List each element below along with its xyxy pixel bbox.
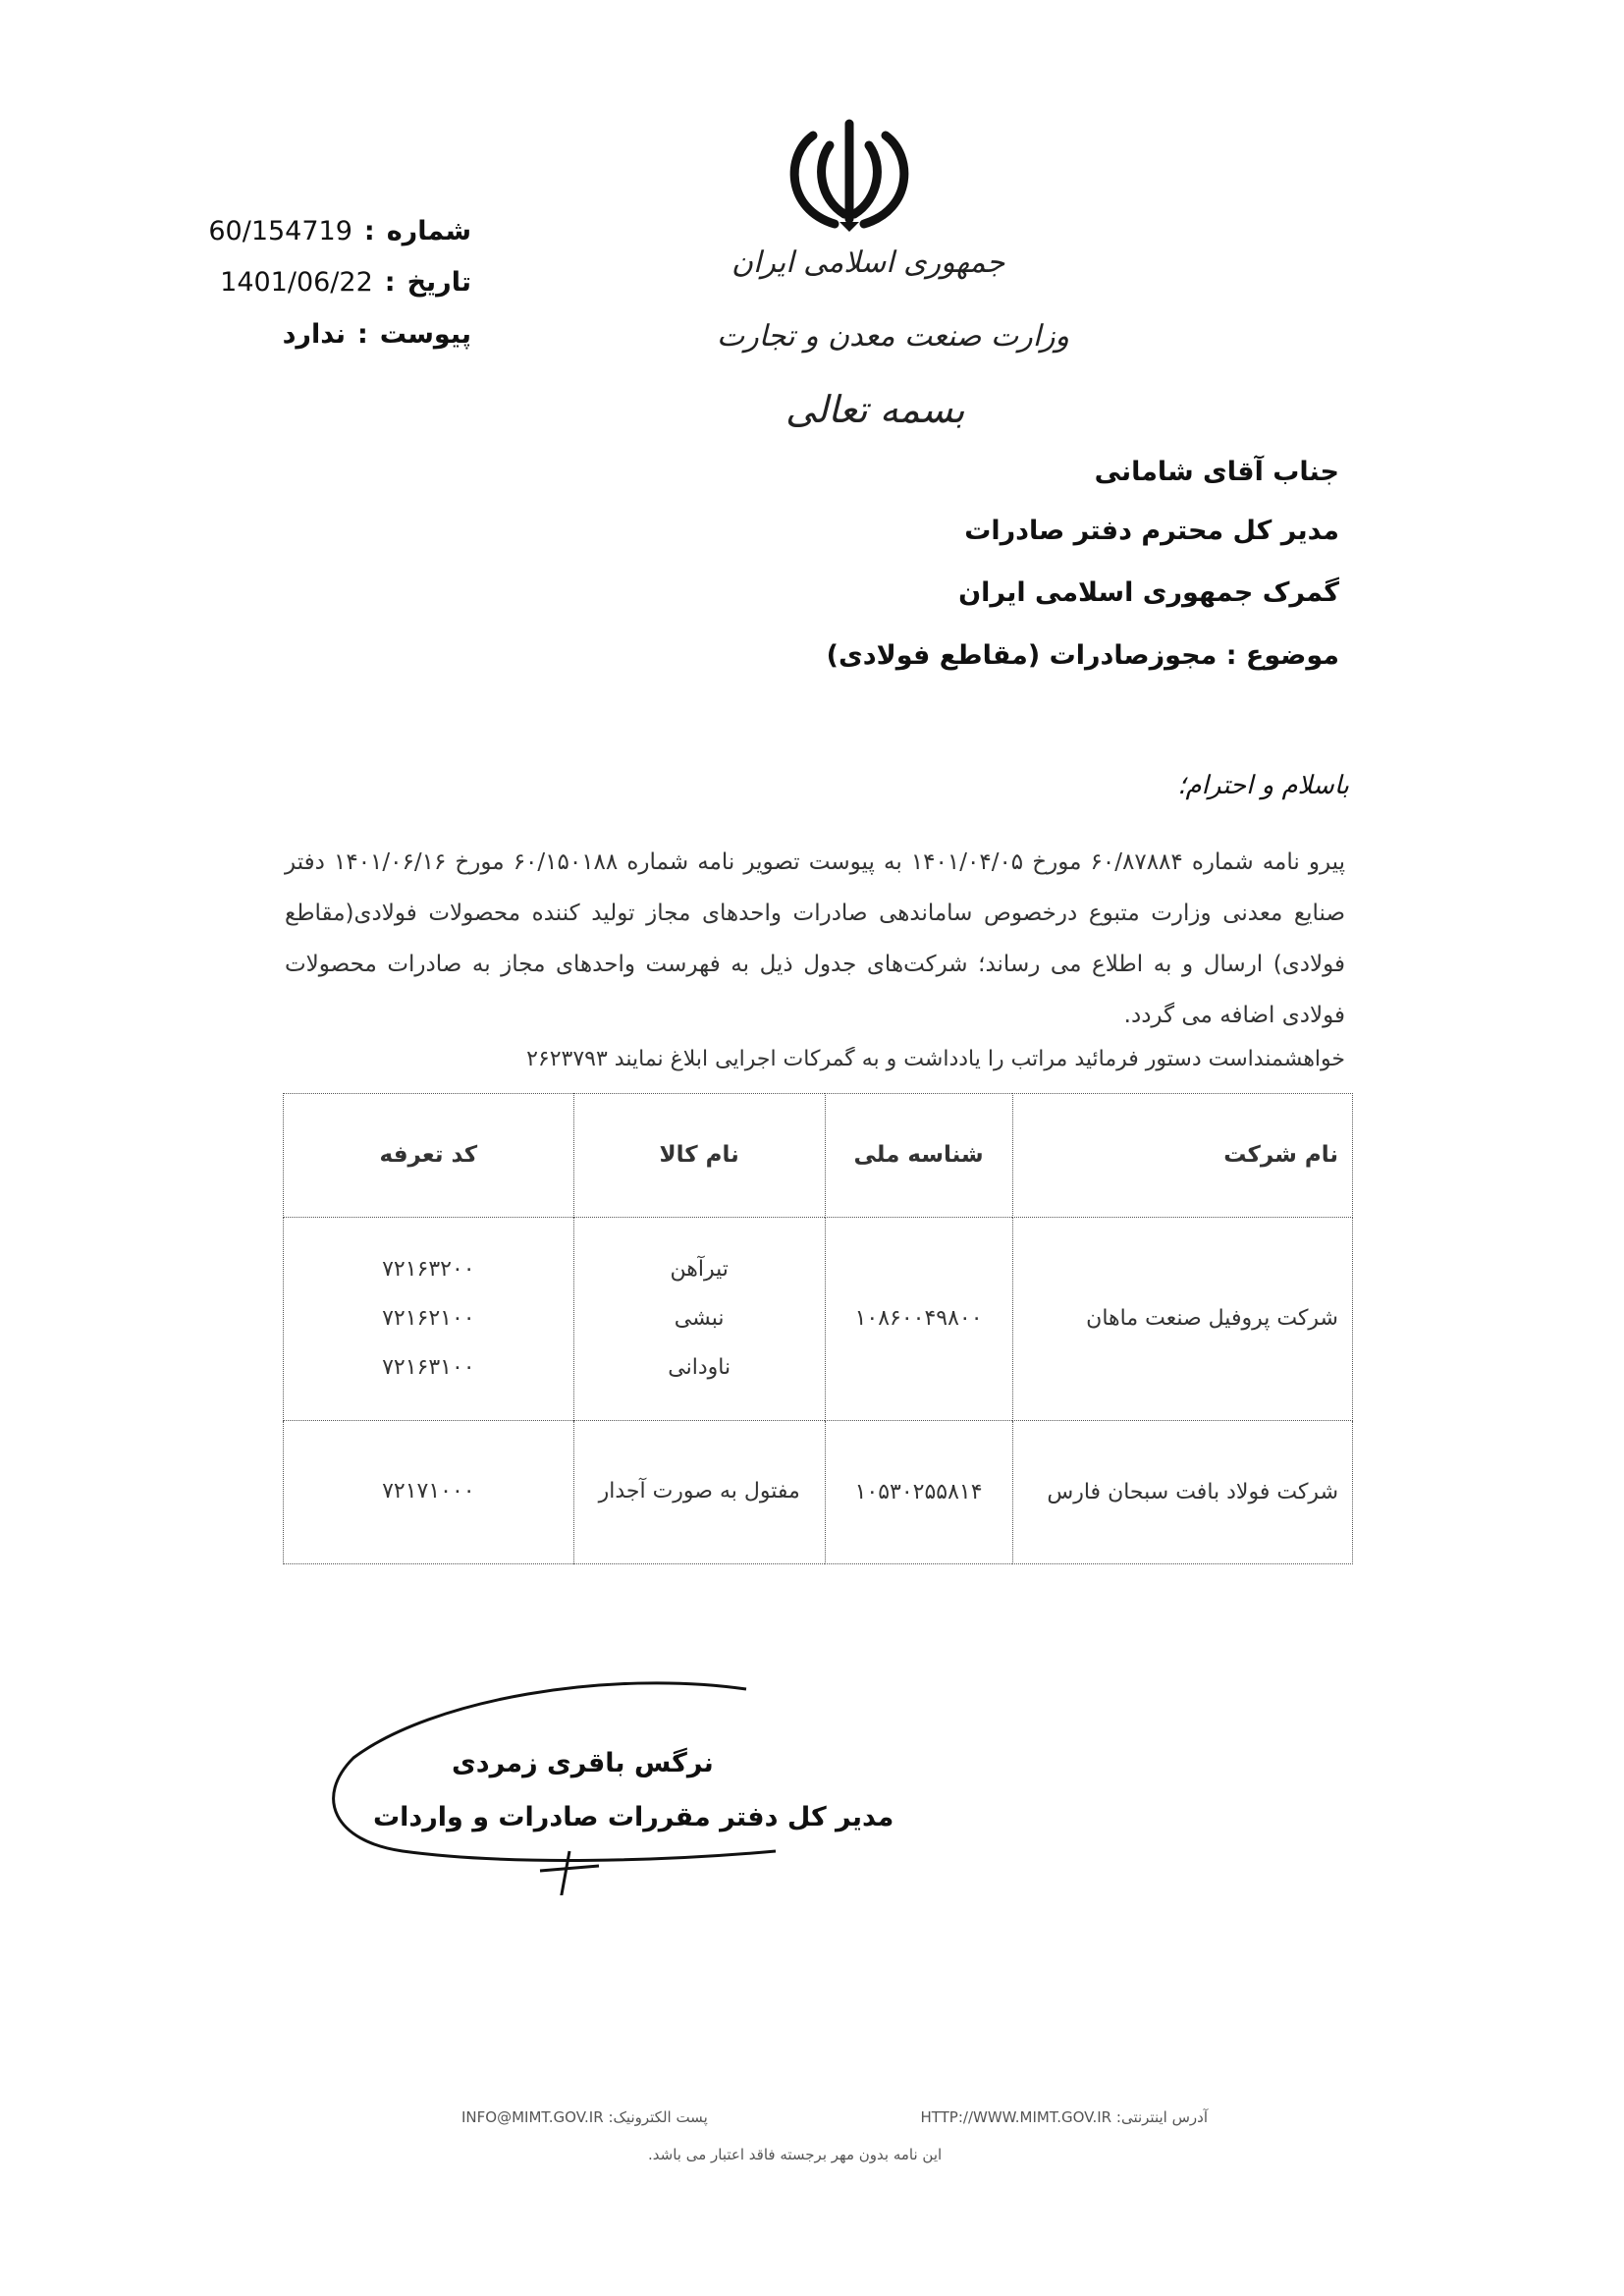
letter-date-value: 1401/06/22 bbox=[220, 267, 373, 298]
export-companies-table bbox=[283, 1093, 1353, 1564]
iran-emblem-icon bbox=[776, 116, 923, 234]
table-row bbox=[284, 1420, 1353, 1563]
footer-website-url[interactable]: HTTP://WWW.MIMT.GOV.IR bbox=[920, 2108, 1112, 2126]
cell-tariff bbox=[284, 1217, 574, 1420]
signer-title: مدیر کل دفتر مقررات صادرات و واردات bbox=[373, 1802, 894, 1832]
tariff-item: ۷۲۱۶۳۱۰۰ bbox=[382, 1354, 475, 1380]
letter-subject: موضوع : مجوزصادرات (مقاطع فولادی) bbox=[826, 640, 1339, 671]
table-header-row bbox=[284, 1094, 1353, 1218]
letter-date bbox=[206, 267, 471, 298]
letter-number bbox=[206, 216, 471, 246]
footer-email-address[interactable]: INFO@MIMT.GOV.IR bbox=[461, 2108, 604, 2126]
separator: : bbox=[356, 319, 368, 350]
letter-attachment bbox=[206, 319, 471, 350]
header-tariff: کد تعرفه bbox=[284, 1094, 574, 1218]
letter-date-label: تاریخ bbox=[406, 267, 471, 298]
goods-item: ناودانی bbox=[668, 1354, 731, 1380]
separator: : bbox=[363, 216, 375, 246]
footer-email bbox=[461, 2108, 708, 2126]
footer-validity-note: این نامه بدون مهر برجسته فاقد اعتبار می باشد. bbox=[648, 2146, 943, 2163]
letter-attachment-label: پیوست bbox=[379, 319, 471, 350]
body-paragraph: پیرو نامه شماره ۶۰/۸۷۸۸۴ مورخ ۱۴۰۱/۰۴/۰۵ به پیوست تصویر نامه شماره ۶۰/۱۵۰۱۸۸ مورخ ۱۴۰۱/۰۶/۱۶ دفتر صنایع معدنی وزارت متبوع درخصوص ساماندهی صادرات واحدهای مجاز تولید کننده محصولات فولادی(مقاطع فولادی) ارسال و به اطلاع می رساند؛ شرکت‌های جدول ذیل به فهرست واحدهای مجاز به صادرات محصولات فولادی اضافه می گردد. bbox=[285, 849, 1346, 1028]
separator: : bbox=[384, 267, 396, 298]
cell-company: شرکت پروفیل صنعت ماهان bbox=[1012, 1217, 1353, 1420]
addressee-position: مدیر کل محترم دفتر صادرات bbox=[964, 516, 1339, 546]
cell-goods bbox=[573, 1420, 825, 1563]
goods-item: مفتول به صورت آجدار bbox=[598, 1479, 800, 1504]
letter-number-value: 60/154719 bbox=[208, 216, 352, 246]
header-company: نام شرکت bbox=[1012, 1094, 1353, 1218]
header-goods: نام کالا bbox=[573, 1094, 825, 1218]
footer-email-label: پست الکترونیک: bbox=[608, 2108, 708, 2126]
addressee-name: جناب آقای شامانی bbox=[1094, 457, 1339, 487]
signer-name: نرگس باقری زمردی bbox=[452, 1748, 714, 1778]
cell-company: شرکت فولاد بافت سبحان فارس bbox=[1012, 1420, 1353, 1563]
handwritten-signature-icon bbox=[314, 1669, 864, 1895]
cell-goods bbox=[573, 1217, 825, 1420]
letter-number-label: شماره bbox=[386, 216, 471, 246]
emblem-caption-republic: جمهوری اسلامی ایران bbox=[731, 246, 1005, 280]
footer-website bbox=[920, 2108, 1208, 2126]
tariff-item: ۷۲۱۶۲۱۰۰ bbox=[382, 1305, 475, 1331]
request-line: خواهشمنداست دستور فرمائید مراتب را یادداشت و به گمرکات اجرایی ابلاغ نمایند ۲۶۲۳۷۹۳ bbox=[526, 1047, 1345, 1071]
footer-website-label: آدرس اینترنتی: bbox=[1115, 2108, 1208, 2126]
tariff-item: ۷۲۱۶۳۲۰۰ bbox=[382, 1256, 475, 1282]
greeting: باسلام و احترام؛ bbox=[1177, 771, 1349, 800]
footer-contacts bbox=[461, 2108, 1208, 2126]
cell-national-id: ۱۰۵۳۰۲۵۵۸۱۴ bbox=[825, 1420, 1012, 1563]
addressee-organization: گمرک جمهوری اسلامی ایران bbox=[958, 577, 1339, 608]
emblem-caption-ministry: وزارت صنعت معدن و تجارت bbox=[717, 319, 1070, 354]
cell-national-id: ۱۰۸۶۰۰۴۹۸۰۰ bbox=[825, 1217, 1012, 1420]
header-national-id: شناسه ملی bbox=[825, 1094, 1012, 1218]
cell-tariff bbox=[284, 1420, 574, 1563]
table-row bbox=[284, 1217, 1353, 1420]
tariff-item: ۷۲۱۷۱۰۰۰ bbox=[382, 1479, 475, 1504]
letter-attachment-value: ندارد bbox=[282, 319, 346, 350]
goods-item: نبشی bbox=[674, 1305, 725, 1331]
emblem-caption-basmala: بسمه تعالی bbox=[785, 388, 965, 431]
goods-item: تیرآهن bbox=[670, 1256, 729, 1282]
